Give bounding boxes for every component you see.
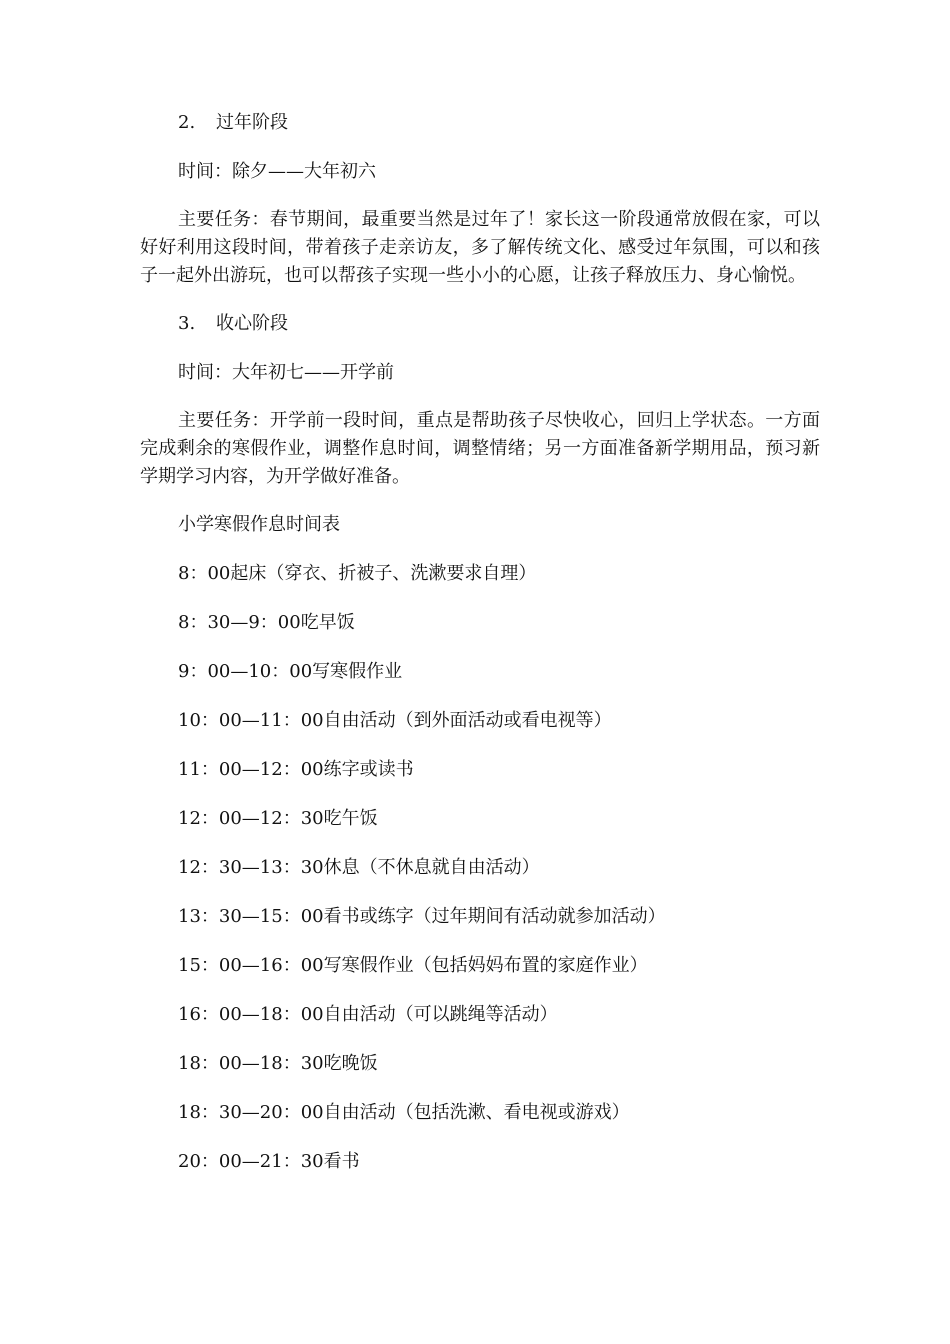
schedule-item: 8：30—9：00吃早饭 (178, 612, 355, 633)
section-heading-3 (140, 309, 820, 339)
section-title: 过年阶段 (216, 112, 288, 133)
schedule-item: 12：30—13：30休息（不休息就自由活动） (178, 857, 540, 878)
section-time: 时间：除夕——大年初六 (178, 161, 376, 182)
schedule-list (140, 510, 820, 1177)
section-number: 2. (178, 112, 196, 133)
schedule-item: 18：00—18：30吃晚饭 (178, 1053, 378, 1074)
schedule-title: 小学寒假作息时间表 (178, 514, 340, 535)
section-task-paragraph: 主要任务：开学前一段时间，重点是帮助孩子尽快收心，回归上学状态。一方面完成剩余的寒假作业，调整作息时间，调整情绪；另一方面准备新学期用品，预习新学期学习内容，为开学做好准备。 (140, 410, 820, 487)
schedule-item: 11：00—12：00练字或读书 (178, 759, 414, 780)
section-number: 3. (178, 313, 196, 334)
section-title: 收心阶段 (216, 313, 288, 334)
schedule-item: 20：00—21：30看书 (178, 1151, 360, 1172)
document-body (140, 108, 820, 1196)
schedule-item: 12：00—12：30吃午饭 (178, 808, 378, 829)
schedule-item: 9：00—10：00写寒假作业 (178, 661, 403, 682)
schedule-item: 18：30—20：00自由活动（包括洗漱、看电视或游戏） (178, 1102, 630, 1123)
section-time: 时间：大年初七——开学前 (178, 362, 394, 383)
schedule-item: 13：30—15：00看书或练字（过年期间有活动就参加活动） (178, 906, 666, 927)
section-heading-2 (140, 108, 820, 138)
schedule-item: 16：00—18：00自由活动（可以跳绳等活动） (178, 1004, 558, 1025)
schedule-item: 15：00—16：00写寒假作业（包括妈妈布置的家庭作业） (178, 955, 648, 976)
schedule-item: 10：00—11：00自由活动（到外面活动或看电视等） (178, 710, 612, 731)
schedule-item: 8：00起床（穿衣、折被子、洗漱要求自理） (178, 563, 537, 584)
section-task-paragraph: 主要任务：春节期间，最重要当然是过年了！家长这一阶段通常放假在家，可以好好利用这段时间，带着孩子走亲访友，多了解传统文化、感受过年氛围，可以和孩子一起外出游玩，也可以帮孩子实现一些小小的心愿，让孩子释放压力、身心愉悦。 (140, 209, 820, 286)
